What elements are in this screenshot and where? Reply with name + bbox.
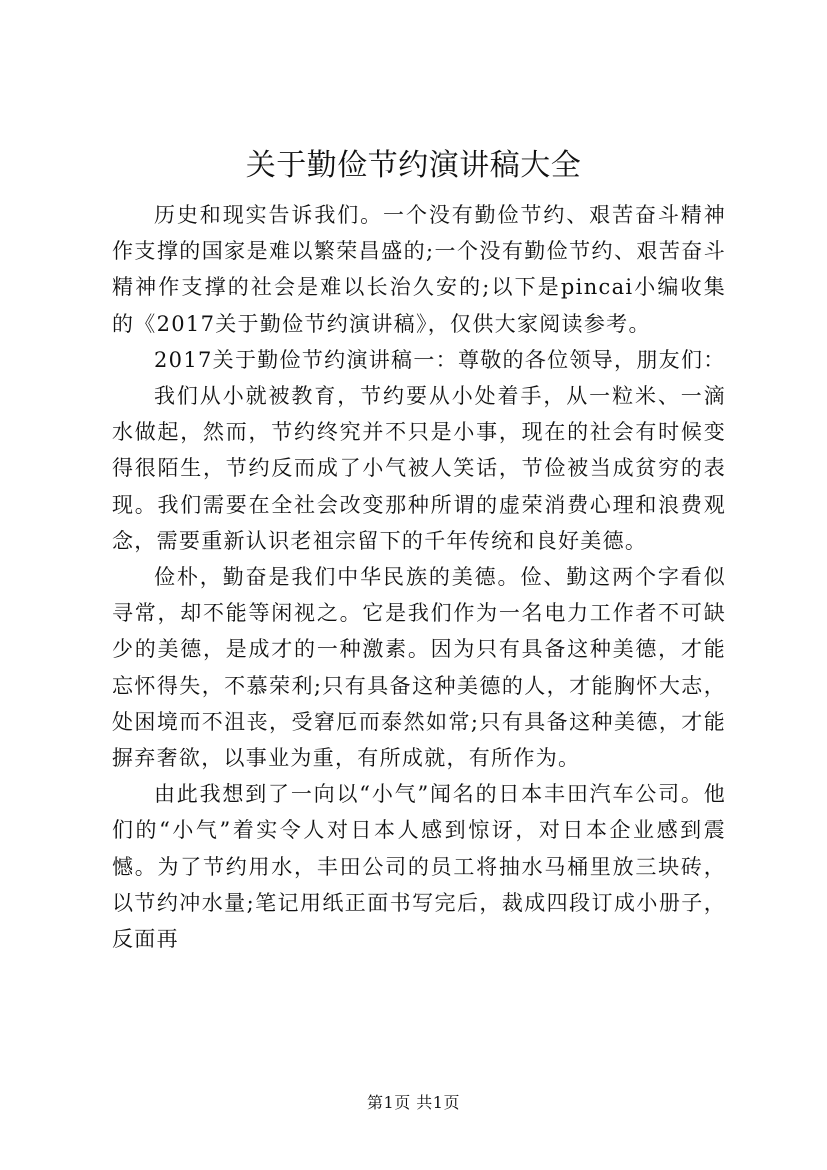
document-body xyxy=(112,197,726,957)
paragraph-virtue: 俭朴，勤奋是我们中华民族的美德。俭、勤这两个字看似寻常，却不能等闲视之。它是我们作为一名电力工作者不可缺少的美德，是成才的一种激素。因为只有具备这种美德，才能忘怀得失，不慕荣利;只有具备这种美德的人，才能胸怀大志，处困境而不沮丧，受窘厄而泰然如常;只有具备这种美德，才能摒弃奢欲，以事业为重，有所成就，有所作为。 xyxy=(112,565,726,771)
paragraph-education: 我们从小就被教育，节约要从小处着手，从一粒米、一滴水做起，然而，节约终究并不只是小事，现在的社会有时候变得很陌生，节约反而成了小气被人笑话，节俭被当成贫穷的表现。我们需要在全社会改变那种所谓的虚荣消费心理和浪费观念，需要重新认识老祖宗留下的千年传统和良好美德。 xyxy=(112,384,726,553)
paragraph-speech-heading: 2017关于勤俭节约演讲稿一：尊敬的各位领导，朋友们： xyxy=(154,347,726,372)
page-number-footer: 第1页 共1页 xyxy=(367,1093,460,1112)
paragraph-toyota: 由此我想到了一向以“小气”闻名的日本丰田汽车公司。他们的“小气”着实令人对日本人感到惊讶，对日本企业感到震憾。为了节约用水，丰田公司的员工将抽水马桶里放三块砖，以节约冲水量;笔记用纸正面书写完后，裁成四段订成小册子，反面再 xyxy=(112,782,726,952)
document-title: 关于勤俭节约演讲稿大全 xyxy=(245,148,582,183)
paragraph-intro: 历史和现实告诉我们。一个没有勤俭节约、艰苦奋斗精神作支撑的国家是难以繁荣昌盛的;一个没有勤俭节约、艰苦奋斗精神作支撑的社会是难以长治久安的;以下是pincai小编收集的《2017关于勤俭节约演讲稿》，仅供大家阅读参考。 xyxy=(112,203,726,336)
